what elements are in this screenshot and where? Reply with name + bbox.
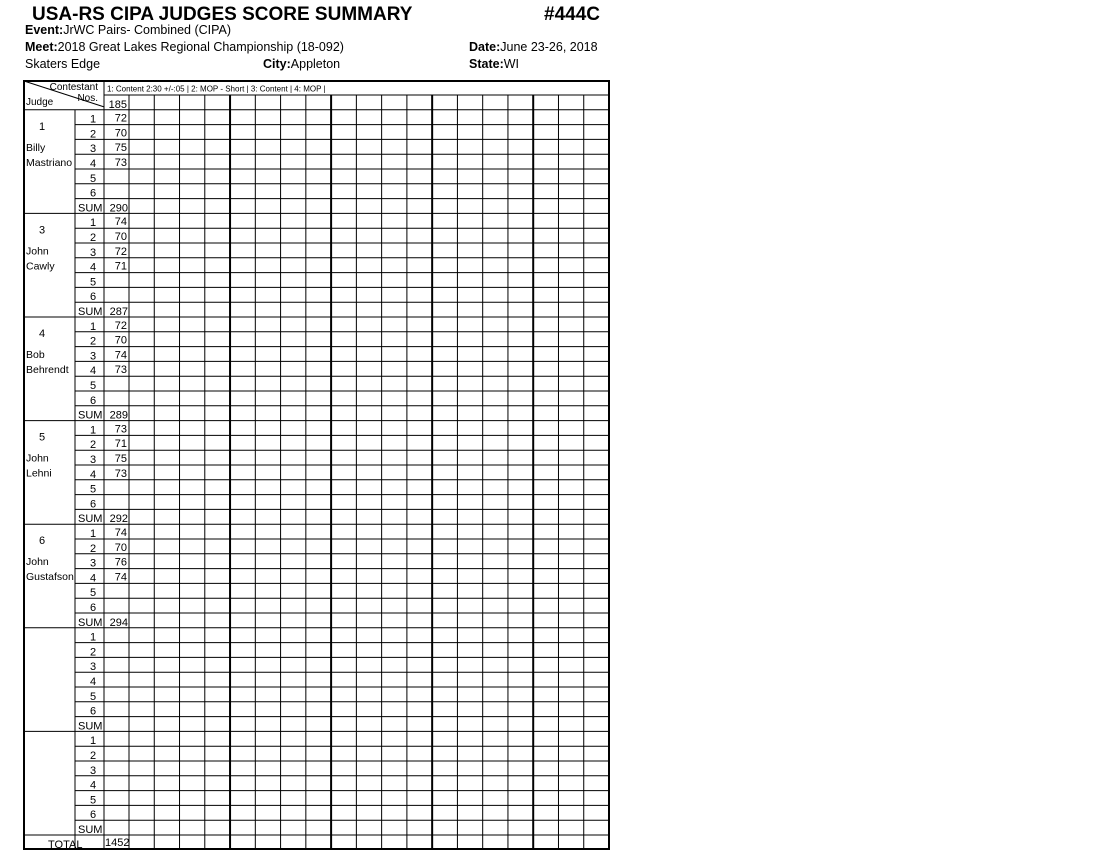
judge-sum: 292 (109, 513, 128, 526)
sum-label: SUM (78, 720, 103, 733)
row-number: 1 (89, 424, 97, 437)
sum-label: SUM (78, 616, 103, 629)
form-number: #444C (544, 4, 600, 25)
date-value: June 23-26, 2018 (500, 40, 598, 54)
row-number: 2 (89, 232, 97, 244)
judge-score: 72 (114, 319, 127, 332)
judge-score: 74 (114, 216, 127, 229)
row-number: 6 (89, 498, 97, 511)
sum-label: SUM (78, 306, 103, 318)
judge-score: 76 (114, 556, 127, 569)
row-number: 6 (89, 705, 97, 718)
judge-score: 71 (114, 438, 127, 451)
judge-score: 71 (114, 260, 127, 273)
judge-score: 70 (114, 231, 127, 243)
row-number: 6 (89, 809, 97, 822)
row-number: 1 (89, 528, 97, 540)
row-number: 2 (89, 439, 97, 452)
judge-first-name: John (26, 556, 49, 569)
judge-score: 74 (114, 527, 127, 539)
city-value: Appleton (290, 57, 341, 71)
corner-nos-label: Nos. (77, 93, 98, 104)
row-number: 3 (89, 350, 97, 363)
judge-last-name: Behrendt (26, 364, 69, 376)
row-number: 6 (89, 394, 97, 407)
judge-number: 5 (38, 431, 46, 444)
judge-number: 1 (38, 120, 46, 133)
row-number: 2 (89, 335, 97, 348)
judge-score: 75 (114, 142, 127, 155)
row-number: 6 (89, 602, 97, 614)
row-number: 5 (89, 587, 97, 600)
row-number: 1 (89, 735, 97, 748)
total-value: 1452 (105, 837, 130, 849)
judge-last-name: Lehni (26, 467, 52, 480)
row-number: 6 (89, 187, 97, 200)
row-number: 5 (89, 483, 97, 496)
judge-sum: 287 (109, 306, 128, 318)
sum-label: SUM (78, 513, 103, 526)
sum-label: SUM (78, 824, 103, 836)
state-label: State: (469, 57, 504, 71)
judge-score: 73 (114, 364, 127, 377)
corner-judge-label: Judge (26, 97, 54, 108)
row-number: 3 (89, 143, 97, 156)
row-number: 4 (89, 779, 97, 792)
city-label: City: (263, 57, 291, 71)
judge-first-name: John (26, 245, 49, 258)
row-number: 4 (89, 261, 97, 274)
judge-score: 70 (114, 334, 127, 347)
scoring-legend: 1: Content 2:30 +/-:05 | 2: MOP - Short | 3: Content | 4: MOP | (107, 84, 326, 94)
row-number: 5 (89, 690, 97, 703)
meet-label: Meet: (25, 40, 58, 54)
meet-value: 2018 Great Lakes Regional Championship (18-092) (57, 40, 344, 54)
judge-number: 6 (38, 535, 46, 548)
row-number: 4 (89, 468, 97, 481)
judge-number: 3 (38, 224, 46, 237)
row-number: 2 (89, 128, 97, 141)
judge-sum: 294 (109, 616, 128, 629)
date-label: Date: (469, 40, 501, 54)
judge-first-name: Bob (26, 349, 45, 361)
judge-score: 75 (114, 453, 127, 465)
row-number: 4 (89, 572, 97, 585)
judge-score: 73 (114, 157, 127, 169)
judge-score: 72 (114, 112, 127, 125)
judge-score: 74 (114, 571, 127, 584)
row-number: 3 (89, 454, 97, 466)
row-number: 3 (89, 246, 97, 259)
row-number: 5 (89, 380, 97, 392)
row-number: 2 (89, 646, 97, 659)
row-number: 1 (89, 631, 97, 644)
sum-label: SUM (78, 202, 103, 215)
judge-last-name: Cawly (26, 260, 55, 273)
row-number: 2 (89, 542, 97, 555)
row-number: 6 (89, 291, 97, 304)
row-number: 2 (89, 750, 97, 762)
row-number: 3 (89, 557, 97, 570)
judge-score: 73 (114, 423, 127, 436)
corner-contestant-label: Contestant (49, 82, 98, 93)
event-label: Event: (25, 23, 64, 37)
judge-last-name: Gustafson (26, 571, 74, 584)
judge-score: 70 (114, 127, 127, 140)
judge-score: 70 (114, 541, 127, 554)
judge-number: 4 (38, 328, 46, 340)
row-number: 4 (89, 676, 97, 688)
row-number: 5 (89, 172, 97, 185)
row-number: 5 (89, 276, 97, 289)
state-value: WI (503, 57, 520, 71)
sum-label: SUM (78, 409, 103, 422)
judge-score: 74 (114, 349, 127, 362)
judge-first-name: John (26, 452, 49, 465)
judge-score: 72 (114, 245, 127, 258)
judge-first-name: Billy (26, 141, 46, 154)
row-number: 3 (89, 661, 97, 674)
row-number: 1 (89, 217, 97, 230)
row-number: 1 (89, 113, 97, 126)
row-number: 4 (89, 365, 97, 378)
page-title: USA-RS CIPA JUDGES SCORE SUMMARY (32, 4, 413, 25)
contestant-number: 185 (108, 98, 127, 111)
judge-last-name: Mastriano (26, 156, 73, 169)
total-label: TOTAL (48, 839, 83, 850)
event-value: JrWC Pairs- Combined (CIPA) (63, 23, 232, 37)
row-number: 1 (89, 320, 97, 333)
row-number: 5 (89, 794, 97, 807)
judge-score: 73 (114, 467, 127, 480)
judge-sum: 289 (109, 409, 128, 422)
row-number: 3 (89, 764, 97, 777)
row-number: 4 (89, 158, 97, 170)
host-club: Skaters Edge (25, 57, 101, 71)
judge-sum: 290 (109, 202, 128, 215)
